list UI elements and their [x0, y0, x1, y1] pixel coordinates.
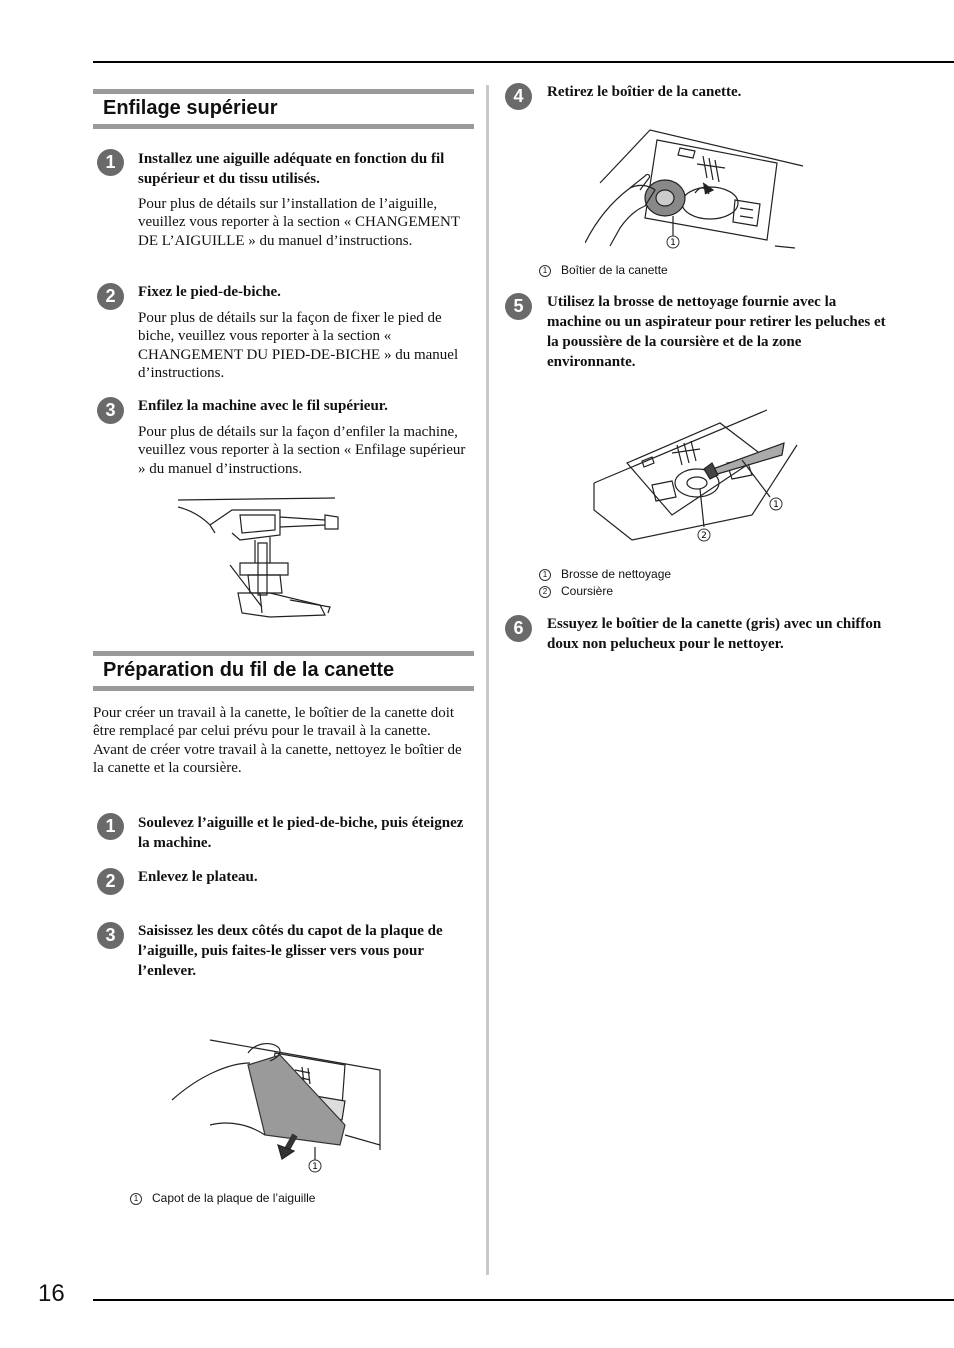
figure-callout	[539, 262, 668, 278]
svg-text:2: 2	[701, 531, 707, 541]
svg-text:1: 1	[670, 238, 676, 248]
step-title: Enfilez la machine avec le fil supérieur.	[138, 398, 388, 414]
intro-paragraph: Pour créer un travail à la canette, le boîtier de la canette doit être remplacé par celui prévu pour le travail à la canette. Avant de créer votre travail à la canette, nettoyez le boîtier de la canette et la coursière.	[93, 705, 462, 776]
section-title: Enfilage supérieur	[103, 97, 278, 119]
section-header-preparation	[93, 651, 474, 691]
svg-text:1: 1	[312, 1162, 318, 1172]
step-number: 1	[97, 813, 124, 840]
step-number: 4	[505, 83, 532, 110]
callout-number: 1	[539, 569, 551, 581]
svg-text:1: 1	[773, 500, 779, 510]
top-rule	[93, 61, 954, 63]
callout-label: Capot de la plaque de l’aiguille	[152, 1191, 316, 1205]
step-body: Pour plus de détails sur l’installation de l’aiguille, veuillez vous reporter à la section « CHANGEMENT DE L’AIGUILLE » du manuel d’instructions.	[138, 196, 460, 249]
step-body: Pour plus de détails sur la façon de fixer le pied de biche, veuillez vous reporter à la section « CHANGEMENT DU PIED-DE-BICHE » du manuel d’instructions.	[138, 310, 459, 381]
step-title: Saisissez les deux côtés du capot de la plaque de l’aiguille, puis faites-le glisser vers vous pour l’enlever.	[138, 923, 443, 979]
bobbin-case-illustration	[585, 128, 805, 256]
step-title: Installez une aiguille adéquate en fonction du fil supérieur et du tissu utilisés.	[138, 151, 445, 187]
step-number: 6	[505, 615, 532, 642]
callout-label: Coursière	[561, 584, 614, 598]
callout-label: Boîtier de la canette	[561, 263, 668, 277]
figure-callout	[539, 566, 671, 582]
step-title: Utilisez la brosse de nettoyage fournie avec la machine ou un aspirateur pour retirer les peluches et la poussière de la coursière et de la zone environnante.	[547, 294, 886, 370]
step-number: 3	[97, 397, 124, 424]
section-title: Préparation du fil de la canette	[103, 659, 395, 681]
bottom-rule	[93, 1299, 954, 1301]
step-title: Fixez le pied-de-biche.	[138, 284, 281, 300]
step-number: 2	[97, 868, 124, 895]
step-number: 2	[97, 283, 124, 310]
callout-number: 1	[130, 1193, 142, 1205]
section-header-enfilage	[93, 89, 474, 129]
needle-plate-cover-illustration	[170, 1035, 385, 1180]
callout-number: 2	[539, 586, 551, 598]
column-divider	[486, 85, 489, 1275]
presser-foot-illustration	[170, 495, 345, 630]
step-number: 3	[97, 922, 124, 949]
figure-callout	[130, 1190, 315, 1206]
step-number: 1	[97, 149, 124, 176]
callout-number: 1	[539, 265, 551, 277]
page-number: 16	[38, 1280, 65, 1307]
step-title: Soulevez l’aiguille et le pied-de-biche, puis éteignez la machine.	[138, 815, 464, 851]
step-number: 5	[505, 293, 532, 320]
step-title: Essuyez le boîtier de la canette (gris) avec un chiffon doux non pelucheux pour le nettoyer.	[547, 616, 882, 652]
callout-label: Brosse de nettoyage	[561, 567, 672, 581]
step-title: Retirez le boîtier de la canette.	[547, 84, 742, 100]
cleaning-brush-illustration	[592, 405, 802, 550]
step-title: Enlevez le plateau.	[138, 869, 258, 885]
figure-callout	[539, 583, 613, 599]
step-body: Pour plus de détails sur la façon d’enfiler la machine, veuillez vous reporter à la section « Enfilage supérieur » du manuel d’instructions.	[138, 424, 466, 477]
